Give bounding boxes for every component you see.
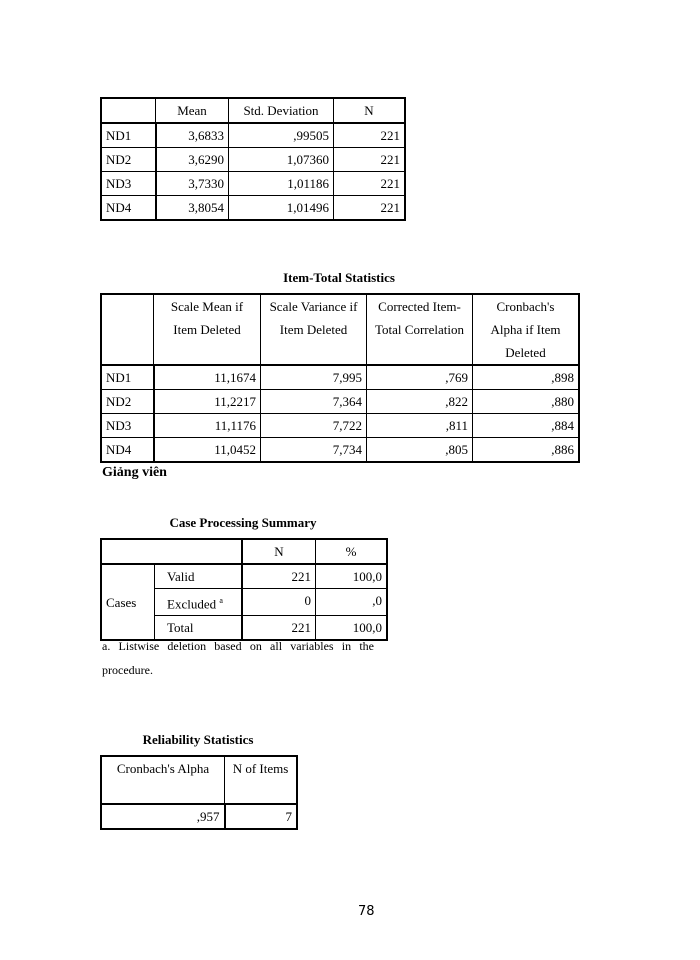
table-row: [101, 438, 579, 463]
table-row: [101, 196, 405, 221]
table-header-row: [101, 756, 297, 804]
cell: 7,364: [261, 390, 367, 414]
header-cell: N: [334, 98, 406, 123]
cell: 221: [334, 172, 406, 196]
row-label: ND3: [101, 172, 156, 196]
cell: ,886: [473, 438, 580, 463]
header-cell: Scale Mean if Item Deleted: [154, 294, 261, 365]
row-label: [155, 564, 243, 589]
header-cell: Mean: [156, 98, 229, 123]
cell: ,957: [101, 804, 225, 829]
cell: 7,995: [261, 365, 367, 390]
row-label-text: Total: [167, 620, 194, 636]
cell: 221: [334, 196, 406, 221]
cell: ,884: [473, 414, 580, 438]
cell: ,769: [367, 365, 473, 390]
table-header-row: [101, 294, 579, 365]
table-header-row: [101, 539, 387, 564]
case-summary-title: Case Processing Summary: [169, 515, 317, 530]
row-label-text: Valid: [167, 569, 195, 584]
cell: 7: [225, 804, 298, 829]
header-cell: %: [316, 539, 388, 564]
table-row: [101, 390, 579, 414]
row-label: ND2: [101, 390, 154, 414]
cell: 11,0452: [154, 438, 261, 463]
cell: ,898: [473, 365, 580, 390]
row-label: ND4: [101, 438, 154, 463]
table-row: [101, 804, 297, 829]
table-row: [101, 564, 387, 589]
cell: 11,1176: [154, 414, 261, 438]
header-cell: Corrected Item-Total Correlation: [367, 294, 473, 365]
reliability-title: Reliability Statistics: [142, 732, 254, 747]
cell: 11,2217: [154, 390, 261, 414]
case-summary-footnote: a. Listwise deletion based on all variables in the procedure.: [102, 639, 374, 677]
row-label: ND1: [101, 365, 154, 390]
table-row: [101, 148, 405, 172]
reliability-table: [100, 755, 298, 830]
cell: ,880: [473, 390, 580, 414]
table-header-row: [101, 98, 405, 123]
cell: 1,07360: [229, 148, 334, 172]
cell: 0: [242, 589, 316, 616]
cell: 3,8054: [156, 196, 229, 221]
row-label: ND3: [101, 414, 154, 438]
item-total-title: Item-Total Statistics: [283, 270, 395, 285]
cell: ,805: [367, 438, 473, 463]
cell: 3,6833: [156, 123, 229, 148]
row-label: ND4: [101, 196, 156, 221]
header-cell-empty: [101, 539, 242, 564]
row-label: [155, 589, 243, 616]
section-heading: Giảng viên: [102, 465, 167, 480]
row-label: ND2: [101, 148, 156, 172]
cell: ,0: [316, 589, 388, 616]
cell: 1,01186: [229, 172, 334, 196]
header-cell: Scale Variance if Item Deleted: [261, 294, 367, 365]
cell: 11,1674: [154, 365, 261, 390]
table-row: [101, 123, 405, 148]
footnote-marker: a: [219, 596, 223, 605]
cell: 221: [334, 123, 406, 148]
item-statistics-table: [100, 97, 406, 221]
header-cell: Std. Deviation: [229, 98, 334, 123]
header-cell: N of Items: [225, 756, 298, 804]
cell: 100,0: [316, 616, 388, 641]
header-cell: N: [242, 539, 316, 564]
cell: 100,0: [316, 564, 388, 589]
cell: 3,7330: [156, 172, 229, 196]
cell: 1,01496: [229, 196, 334, 221]
header-cell: [101, 294, 154, 365]
row-label: ND1: [101, 123, 156, 148]
cell: 221: [242, 564, 316, 589]
group-label: Cases: [101, 564, 155, 640]
cell: 7,722: [261, 414, 367, 438]
cell: 221: [334, 148, 406, 172]
table-row: [101, 172, 405, 196]
cell: 7,734: [261, 438, 367, 463]
cell: 221: [242, 616, 316, 641]
header-cell: Cronbach's Alpha: [101, 756, 225, 804]
header-cell: [101, 98, 156, 123]
header-cell: Cronbach's Alpha if Item Deleted: [473, 294, 580, 365]
cell: ,822: [367, 390, 473, 414]
table-row: [101, 414, 579, 438]
cell: 3,6290: [156, 148, 229, 172]
row-label-text: Excluded: [167, 596, 217, 612]
case-processing-table: [100, 538, 388, 641]
item-total-statistics-table: [100, 293, 580, 463]
table-row: [101, 365, 579, 390]
cell: ,811: [367, 414, 473, 438]
page-number: 78: [358, 904, 375, 919]
cell: ,99505: [229, 123, 334, 148]
